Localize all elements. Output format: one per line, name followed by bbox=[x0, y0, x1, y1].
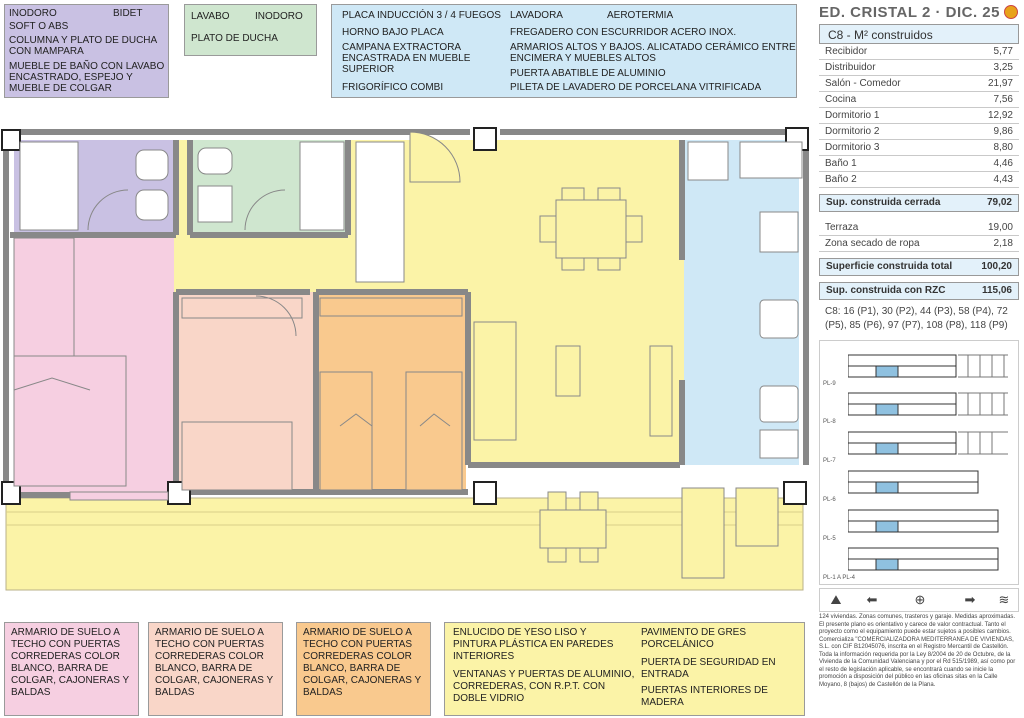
table-row bbox=[819, 108, 1019, 124]
room-value: 21,97 bbox=[987, 78, 1013, 89]
extra-value: 2,18 bbox=[993, 238, 1013, 249]
wardrobe-line: BLANCO, BARRA DE bbox=[11, 663, 109, 674]
wardrobe-box-bedroom-3 bbox=[296, 622, 431, 716]
finishes-line: CORREDERAS, CON R.P.T. CON bbox=[453, 681, 606, 692]
extra-name: Terraza bbox=[825, 222, 859, 233]
room-value: 5,77 bbox=[993, 46, 1013, 57]
room-value: 12,92 bbox=[987, 110, 1013, 121]
bath-inodoro-label: INODORO bbox=[9, 8, 57, 19]
sup-total-row bbox=[819, 258, 1019, 276]
thumbnail-plan bbox=[848, 353, 1008, 381]
floor-label: PL-9 bbox=[823, 381, 836, 387]
floor-label: PL-5 bbox=[823, 536, 836, 542]
compass-icon[interactable]: ⊕ bbox=[914, 592, 926, 607]
table-row bbox=[819, 60, 1019, 76]
wardrobe-line: CORREDERAS COLOR bbox=[11, 651, 120, 662]
wardrobe-line: ARMARIO DE SUELO A bbox=[155, 627, 264, 638]
sup-total-label: Superficie construida total bbox=[826, 261, 953, 272]
floor-thumbnail[interactable] bbox=[848, 391, 1008, 419]
area-table-header bbox=[819, 24, 1019, 44]
floor-thumbnail[interactable] bbox=[848, 353, 1008, 381]
table-row bbox=[819, 172, 1019, 188]
thumbnail-plan bbox=[848, 508, 1008, 536]
table-row bbox=[819, 124, 1019, 140]
thumbnail-plan bbox=[848, 430, 1008, 458]
plan-navigation bbox=[819, 588, 1019, 612]
table-row bbox=[819, 236, 1019, 252]
thumbnail-plan bbox=[848, 546, 1008, 574]
bath-line: MUEBLE DE COLGAR bbox=[9, 83, 112, 94]
bath-line: SOFT O ABS bbox=[9, 21, 69, 32]
finishes-line: VENTANAS Y PUERTAS DE ALUMINIO, bbox=[453, 669, 635, 680]
wardrobe-line: COLGAR, CAJONERAS Y bbox=[11, 675, 130, 686]
sup-rzc-row bbox=[819, 282, 1019, 300]
kitchen-line: CAMPANA EXTRACTORA bbox=[342, 42, 462, 53]
hall-cabinet bbox=[356, 142, 404, 282]
finishes-line: PORCELÁNICO bbox=[641, 639, 714, 650]
thumbnail-plan bbox=[848, 391, 1008, 419]
finishes-box bbox=[444, 622, 805, 716]
table-row bbox=[819, 76, 1019, 92]
room-name: Dormitorio 2 bbox=[825, 126, 880, 137]
floor-label: PL-8 bbox=[823, 419, 836, 425]
room-name: Distribuidor bbox=[825, 62, 876, 73]
area-table-header-label: C8 - M² construidos bbox=[828, 28, 933, 42]
room-name: Cocina bbox=[825, 94, 857, 105]
kitchen-line: ARMARIOS ALTOS Y BAJOS. ALICATADO CERÁMICO ENTRE bbox=[510, 42, 796, 53]
table-row bbox=[819, 140, 1019, 156]
sup-rzc-value: 115,06 bbox=[981, 285, 1012, 296]
wardrobe-line: CORREDERAS COLOR bbox=[303, 651, 412, 662]
wardrobe-line: BLANCO, BARRA DE bbox=[303, 663, 401, 674]
floor-thumbnail[interactable] bbox=[848, 430, 1008, 458]
wardrobe-box-bedroom-2 bbox=[148, 622, 283, 716]
kitchen-line: HORNO BAJO PLACA bbox=[342, 27, 444, 38]
sea-icon[interactable]: ≋ bbox=[998, 592, 1010, 607]
toilet-inodoro-label: INODORO bbox=[255, 11, 303, 22]
kitchen-equipment-box bbox=[331, 4, 797, 98]
room-name: Salón - Comedor bbox=[825, 78, 901, 89]
wardrobe-line: COLGAR, CAJONERAS Y bbox=[303, 675, 422, 686]
room-value: 3,25 bbox=[993, 62, 1013, 73]
finishes-line: PUERTA DE SEGURIDAD EN bbox=[641, 657, 776, 668]
table-row bbox=[819, 44, 1019, 60]
floor-thumbnail[interactable] bbox=[848, 546, 1008, 574]
bath-equipment-box bbox=[4, 4, 169, 98]
extra-name: Zona secado de ropa bbox=[825, 238, 920, 249]
wardrobe-line: TECHO CON PUERTAS bbox=[303, 639, 413, 650]
kitchen-lavadora-label: LAVADORA bbox=[510, 10, 563, 21]
finishes-line: PUERTAS INTERIORES DE bbox=[641, 685, 768, 696]
room-name: Dormitorio 1 bbox=[825, 110, 880, 121]
wardrobe-line: ARMARIO DE SUELO A bbox=[303, 627, 412, 638]
toilet-equipment-box bbox=[184, 4, 317, 56]
bath-line: CON MAMPARA bbox=[9, 46, 84, 57]
flag-icon bbox=[1004, 5, 1018, 19]
wardrobe-line: ARMARIO DE SUELO A bbox=[11, 627, 120, 638]
wardrobe-line: TECHO CON PUERTAS bbox=[155, 639, 265, 650]
finishes-line: DOBLE VIDRIO bbox=[453, 693, 525, 704]
sup-cerrada-label: Sup. construida cerrada bbox=[826, 197, 941, 208]
arrow-right-icon[interactable]: ➡ bbox=[964, 592, 976, 607]
floor-label: PL-6 bbox=[823, 497, 836, 503]
kitchen-line: FREGADERO CON ESCURRIDOR ACERO INOX. bbox=[510, 27, 737, 38]
finishes-line: ENTRADA bbox=[641, 669, 689, 680]
room-name: Baño 1 bbox=[825, 158, 857, 169]
room-name: Dormitorio 3 bbox=[825, 142, 880, 153]
toilet-plato-label: PLATO DE DUCHA bbox=[191, 33, 278, 44]
sup-cerrada-row bbox=[819, 194, 1019, 212]
bath-line: MUEBLE DE BAÑO CON LAVABO bbox=[9, 61, 165, 72]
kitchen-line: PILETA DE LAVADERO DE PORCELANA VITRIFICADA bbox=[510, 82, 762, 93]
finishes-line: PAVIMENTO DE GRES bbox=[641, 627, 747, 638]
area-panel bbox=[815, 0, 1024, 718]
sup-rzc-label: Sup. construida con RZC bbox=[826, 285, 946, 296]
room-name: Recibidor bbox=[825, 46, 868, 57]
c8-floor-note: C8: 16 (P1), 30 (P2), 44 (P3), 58 (P4), 72 (P5), 85 (P6), 97 (P7), 108 (P8), 118 (P9) bbox=[825, 306, 1008, 331]
toilet-lavabo-label: LAVABO bbox=[191, 11, 230, 22]
wardrobe-line: BALDAS bbox=[155, 687, 195, 698]
panel-title: ED. CRISTAL 2 · DIC. 25 bbox=[819, 4, 1000, 21]
sup-cerrada-value: 79,02 bbox=[986, 197, 1012, 208]
floor-plan bbox=[0, 120, 812, 595]
floor-thumbnails bbox=[819, 340, 1019, 585]
bedroom-1-wardrobe bbox=[70, 492, 168, 500]
room-value: 9,86 bbox=[993, 126, 1013, 137]
table-row bbox=[819, 220, 1019, 236]
wardrobe-line: TECHO CON PUERTAS bbox=[11, 639, 121, 650]
finishes-line: PINTURA PLÁSTICA EN PAREDES bbox=[453, 639, 614, 650]
wardrobe-line: BLANCO, BARRA DE bbox=[155, 663, 253, 674]
wardrobe-line: CORREDERAS COLOR bbox=[155, 651, 264, 662]
room-value: 7,56 bbox=[993, 94, 1013, 105]
extra-value: 19,00 bbox=[987, 222, 1013, 233]
kitchen-line: PLACA INDUCCIÓN 3 / 4 FUEGOS bbox=[342, 10, 501, 21]
kitchen-aerotermia-label: AEROTERMIA bbox=[607, 10, 674, 21]
wardrobe-line: BALDAS bbox=[303, 687, 343, 698]
kitchen-line: PUERTA ABATIBLE DE ALUMINIO bbox=[510, 68, 666, 79]
kitchen-line: ENCIMERA Y MUEBLES ALTOS bbox=[510, 53, 656, 64]
kitchen-line: FRIGORÍFICO COMBI bbox=[342, 82, 444, 93]
bath-line: COLUMNA Y PLATO DE DUCHA bbox=[9, 35, 158, 46]
floor-thumbnail[interactable] bbox=[848, 469, 1008, 497]
thumbnail-plan bbox=[848, 469, 1008, 497]
kitchen-line: SUPERIOR bbox=[342, 64, 395, 75]
finishes-line: ENLUCIDO DE YESO LISO Y bbox=[453, 627, 587, 638]
floor-label: PL-1 A PL-4 bbox=[823, 575, 856, 581]
wardrobe-line: COLGAR, CAJONERAS Y bbox=[155, 675, 274, 686]
entrance-door bbox=[410, 132, 460, 182]
room-value: 4,43 bbox=[993, 174, 1013, 185]
sup-total-value: 100,20 bbox=[981, 261, 1012, 272]
floor-thumbnail[interactable] bbox=[848, 508, 1008, 536]
wardrobe-box-bedroom-1 bbox=[4, 622, 139, 716]
bath-line: ENCASTRADO, ESPEJO Y bbox=[9, 72, 133, 83]
finishes-line: INTERIORES bbox=[453, 651, 515, 662]
room-name: Baño 2 bbox=[825, 174, 857, 185]
table-row bbox=[819, 92, 1019, 108]
kitchen-line: ENCASTRADA EN MUEBLE bbox=[342, 53, 471, 64]
legal-text: 124 viviendas. Zonas comunes, trasteros y garaje. Medidas aproximadas. El presente plano es orientativo y carece de valor contractual. Tanto el proyecto como el equipamiento puede estar sujetos a posibles cambios. Comercializa "COMERCIALIZADORA MEDITERRANEA DE VIVIENDAS, S.L. con CIF B12045076, inscrita en el Registro Mercantil de Castellón. Toda la información requerida por la Ley 8/2004 de 20 de Octubre, de la Vivienda de la Comunidad Valenciana y por el Rd 515/1989, así como por el resto de legislación aplicable, se encontrará cuando se inicie la promoción a disposición del público en las oficinas sitas en la Calle Moyano, 8 (bajos) de Castellón de la Plana. bbox=[819, 614, 1016, 688]
table-row bbox=[819, 156, 1019, 172]
finishes-line: MADERA bbox=[641, 697, 684, 708]
wardrobe-line: BALDAS bbox=[11, 687, 51, 698]
room-value: 4,46 bbox=[993, 158, 1013, 169]
bath-bidet-label: BIDET bbox=[113, 8, 143, 19]
mountain-icon[interactable]: ⛰ bbox=[830, 592, 842, 607]
arrow-left-icon[interactable]: ⬅ bbox=[866, 592, 878, 607]
floor-label: PL-7 bbox=[823, 458, 836, 464]
room-value: 8,80 bbox=[993, 142, 1013, 153]
